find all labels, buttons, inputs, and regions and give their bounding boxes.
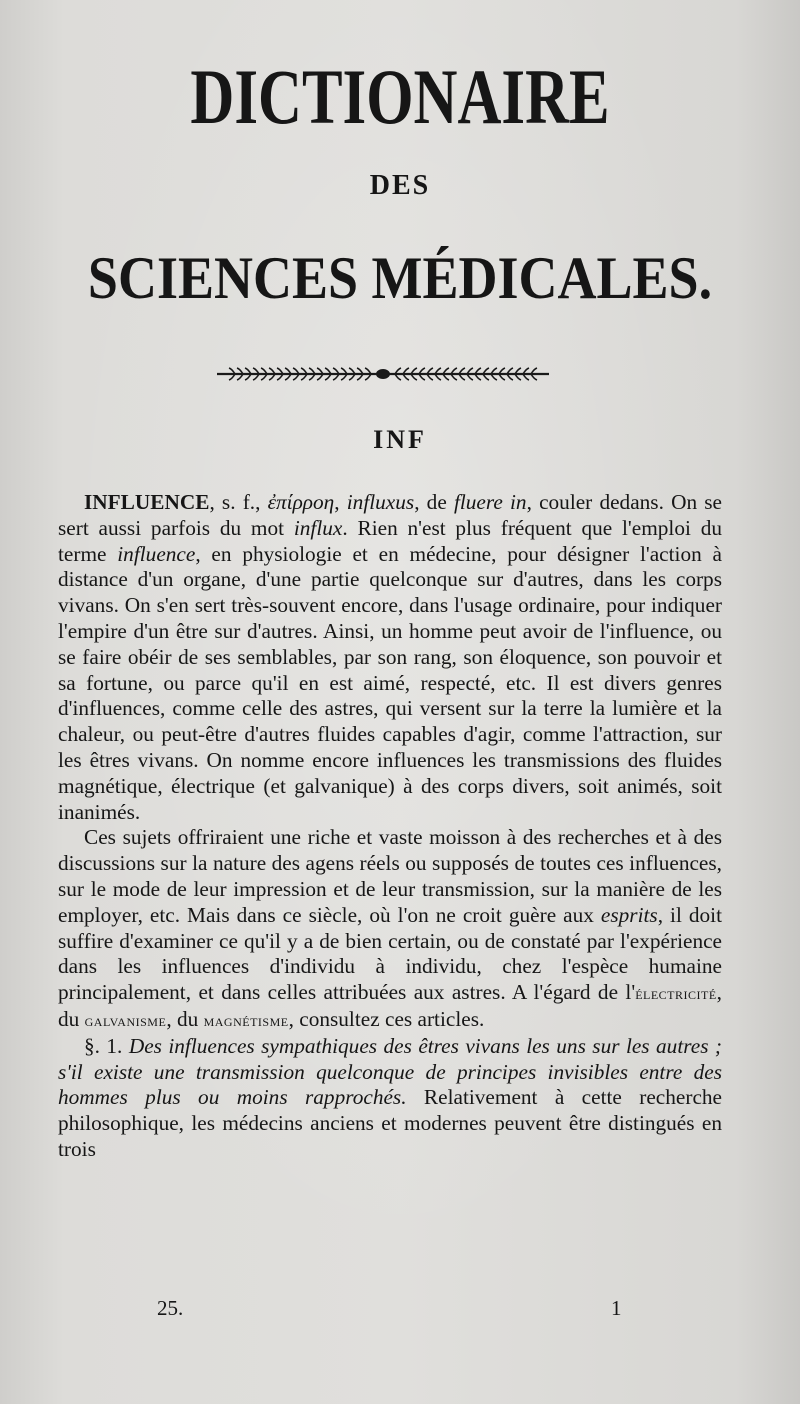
- text-run: ,: [334, 490, 347, 514]
- text-run: . Rien n'est plus fréquent que l'emploi du terme: [58, 515, 722, 566]
- section-title: Des influences sympathiques des êtres vivans les uns sur les autres ; s'il existe une transmission quelconque de principes invisibles entre des hommes plus ou moins rapprochés.: [58, 1033, 722, 1110]
- text-run: , consultez ces articles.: [288, 1006, 485, 1031]
- cross-reference: magnétisme: [203, 1009, 289, 1030]
- text-run: , de: [414, 490, 454, 514]
- text-run: , du: [58, 980, 722, 1031]
- title-sciences-medicales: SCIENCES MÉDICALES.: [87, 245, 713, 311]
- latin-term: influx: [293, 515, 343, 540]
- italic-term: esprits: [600, 902, 658, 927]
- text-run: , en physiologie et en médecine, pour désigner l'action à distance d'un organe, d'une partie quelconque sur d'autres, dans les corps vivans. On s'en sert très-souvent encore, dans l'usage ordinaire, pour indiquer l'empire d'un être sur d'autres. Ainsi, un homme peut avoir de l'influence, ou se faire obéir de ses semblables, par son rang, son éloquence, son pouvoir et sa fortune, ou parce qu'il en est aimé, respecté, etc. Il est divers genres d'influences, comme celle des astres, qui versent sur la terre la lumière et la chaleur, ou peut-être d'autres fluides capables d'agir, comme l'attraction, sur les êtres vivans. On nomme encore influences les transmissions des fluides magnétique, électrique (et galvanique) à des corps divers, soit animés, soit inanimés.: [58, 541, 722, 824]
- section-heading: INF: [373, 425, 427, 454]
- cross-reference: électricité: [635, 983, 717, 1004]
- article-body: [58, 490, 722, 1163]
- italic-term: influence: [117, 541, 196, 566]
- page-number: 1: [611, 1296, 622, 1320]
- ornament-rule: [215, 364, 551, 384]
- paragraph-section-1: [58, 1034, 722, 1163]
- headword: INFLUENCE: [84, 490, 210, 514]
- text-run: Ces sujets offriraient une riche et vaste moisson à des recherches et à des discussions sur la nature des agens réels ou supposés de toutes ces influences, sur le mode de leur impression et de leur transmission, sur la manière de les employer, etc. Mais dans ce siècle, où l'on ne croit guère aux: [58, 825, 722, 927]
- greek-term: ἐπίρροη: [267, 490, 335, 514]
- paragraph-subjects: [58, 825, 722, 1033]
- cross-reference: galvanisme: [84, 1009, 167, 1030]
- title-des: DES: [369, 170, 431, 201]
- paragraph-influence: [58, 490, 722, 825]
- text-run: , s. f.,: [209, 490, 268, 514]
- title-dictionaire: DICTIONAIRE: [190, 53, 610, 140]
- section-mark: §. 1.: [84, 1033, 129, 1058]
- text-run: Relativement à cette recherche philosophique, les médecins anciens et modernes peuvent être distingués en trois: [58, 1085, 722, 1161]
- signature-mark: 25.: [157, 1296, 184, 1320]
- text-run: , couler dedans. On se sert aussi parfois du mot: [58, 490, 722, 540]
- latin-term: fluere in: [453, 490, 527, 514]
- latin-term: influxus: [346, 490, 415, 514]
- text-run: , du: [166, 1006, 204, 1031]
- text-run: , il doit suffire d'examiner ce qu'il y a de bien certain, ou de constaté par l'expérience dans les influences d'individu à individu, chez l'espèce humaine principalement, et dans celles attribuées aux astres. A l'égard de l': [58, 902, 723, 1005]
